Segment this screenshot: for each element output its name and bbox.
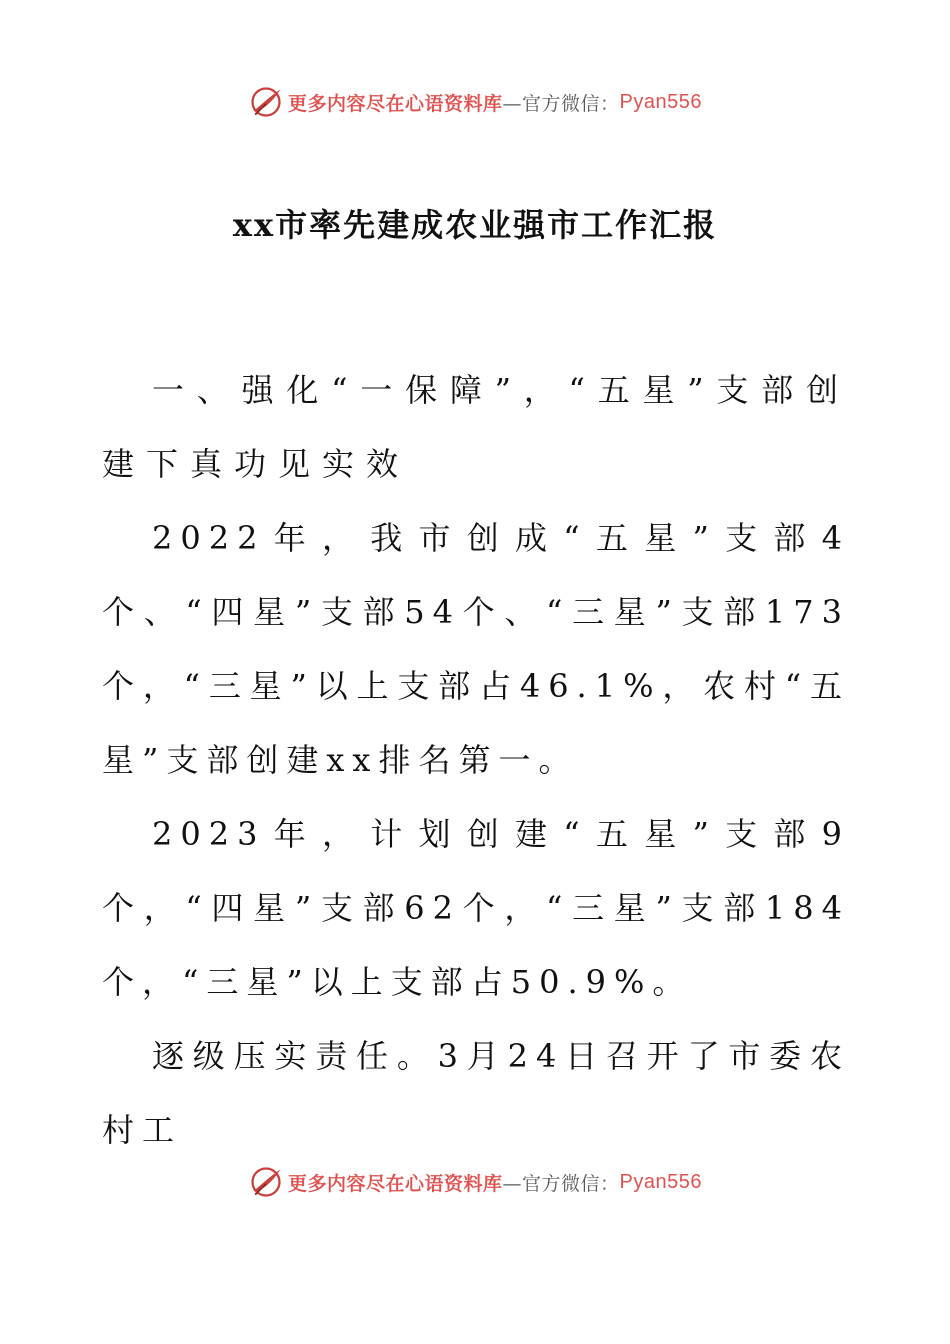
body-paragraph-2023: 2023年，计划创建“五星”支部9个，“四星”支部62个，“三星”支部184个，“三星”以上支部占50.9%。 xyxy=(102,815,850,1001)
banner-wechat-id: Pyan556 xyxy=(619,1170,702,1193)
banner-site-name: 更多内容尽在心语资料库 xyxy=(288,92,503,115)
quill-pen-logo-icon xyxy=(248,1164,284,1200)
banner-wechat-label: —官方微信： xyxy=(502,92,620,115)
document-body xyxy=(102,353,850,1167)
body-paragraph-2022: 2022年，我市创成“五星”支部4个、“四星”支部54个、“三星”支部173个，“三星”以上支部占46.1%，农村“五星”支部创建xx排名第一。 xyxy=(102,519,850,779)
footer-banner xyxy=(0,1162,950,1202)
section-heading: 一、强化“一保障”，“五星”支部创建下真功见实效 xyxy=(102,371,850,483)
header-banner xyxy=(0,82,950,122)
banner-site-name: 更多内容尽在心语资料库 xyxy=(288,1172,503,1195)
banner-wechat-id: Pyan556 xyxy=(619,90,702,113)
body-paragraph-responsibility: 逐级压实责任。3月24日召开了市委农村工 xyxy=(102,1037,850,1149)
banner-wechat-label: —官方微信： xyxy=(502,1172,620,1195)
quill-pen-logo-icon xyxy=(248,84,284,120)
document-title: xx市率先建成农业强市工作汇报 xyxy=(232,206,718,244)
